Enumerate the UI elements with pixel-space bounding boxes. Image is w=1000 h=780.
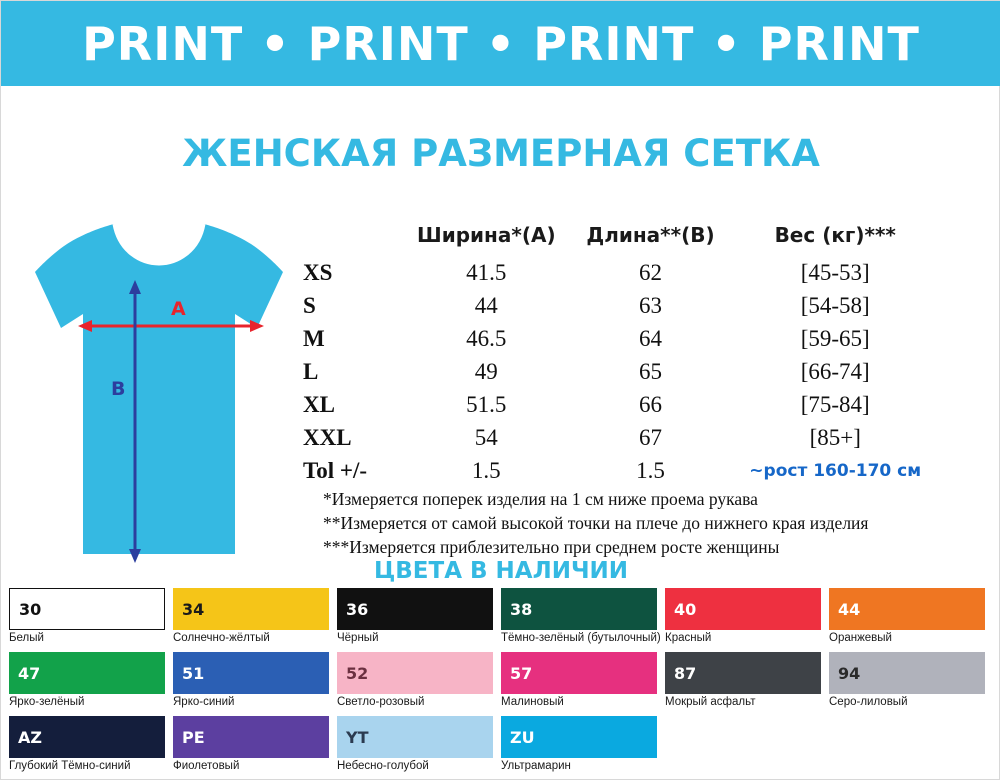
col-header-width: Ширина*(A) [417,223,556,247]
color-code: ZU [510,727,535,747]
page-title: ЖЕНСКАЯ РАЗМЕРНАЯ СЕТКА [182,132,820,175]
cell-width: 54 [474,424,498,450]
color-code: 51 [182,663,205,683]
color-name: Тёмно-зелёный (бутылочный) [501,632,661,644]
cell-size: XL [303,391,335,417]
banner-text: PRINT • PRINT • PRINT • PRINT [82,16,920,71]
color-code: 36 [346,599,369,619]
color-chip [173,652,329,694]
color-chip [173,588,329,630]
cell-size: XS [303,259,333,285]
dimension-label-a: A [171,298,186,320]
cell-weight: [59-65] [800,325,870,351]
dimension-label-b: B [111,378,126,400]
cell-width: 1.5 [471,457,501,483]
table-row [301,355,941,388]
footnote-2: **Измеряется от самой высокой точки на плече до нижнего края изделия [323,512,869,533]
color-name: Фиолетовый [173,760,240,772]
cell-weight: [66-74] [800,358,870,384]
color-name: Красный [665,632,712,644]
color-chip [173,716,329,758]
color-chip [337,652,493,694]
cell-size: M [303,325,325,351]
color-code: AZ [18,727,42,747]
color-chip [337,588,493,630]
color-code: 44 [838,599,861,619]
table-row [301,322,941,355]
cell-width: 49 [474,358,498,384]
cell-width: 51.5 [466,391,507,417]
color-swatch[interactable] [501,588,665,652]
color-code: 47 [18,663,41,683]
cell-size: S [303,292,316,318]
color-swatch[interactable] [829,652,993,716]
color-code: YT [346,727,369,747]
cell-height-note: ~рост 160-170 см [749,460,922,481]
color-chip [337,716,493,758]
cell-width: 46.5 [466,325,507,351]
color-swatch[interactable] [501,652,665,716]
size-table [301,223,991,487]
color-chip [501,652,657,694]
cell-size: Tol +/- [303,457,368,483]
cell-size: XXL [303,424,352,450]
color-name: Ярко-зелёный [9,696,85,708]
color-chip [501,588,657,630]
color-chip [9,588,165,630]
cell-length: 67 [639,424,663,450]
color-swatch[interactable] [829,588,993,652]
color-chip [829,588,985,630]
color-swatch[interactable] [9,716,173,780]
cell-length: 66 [639,391,663,417]
color-name: Оранжевый [829,632,892,644]
color-code: PE [182,727,205,747]
cell-width: 41.5 [466,259,507,285]
table-row [301,421,941,454]
cell-length: 1.5 [636,457,665,483]
table-row [301,388,941,421]
color-swatch-grid [9,588,993,780]
table-row [301,256,941,289]
color-code: 40 [674,599,697,619]
color-name: Мокрый асфальт [665,696,756,708]
color-swatch[interactable] [173,652,337,716]
footnote-3: ***Измеряется приблезительно при среднем росте женщины [323,536,780,557]
color-chip [665,588,821,630]
color-swatch[interactable] [665,652,829,716]
color-code: 30 [19,599,42,619]
color-name: Серо-лиловый [829,696,908,708]
cell-weight: [54-58] [800,292,870,318]
cell-length: 64 [639,325,663,351]
footnotes [323,488,993,560]
color-swatch[interactable] [337,716,501,780]
col-header-weight: Вес (кг)*** [774,223,896,247]
color-code: 34 [182,599,205,619]
cell-weight: [85+] [809,424,861,450]
color-swatch[interactable] [665,588,829,652]
color-name: Ультрамарин [501,760,571,772]
color-name: Чёрный [337,632,379,644]
table-header-row [301,223,941,256]
color-chip [501,716,657,758]
color-swatch[interactable] [337,588,501,652]
color-code: 87 [674,663,697,683]
color-chip [9,652,165,694]
tshirt-icon [19,206,299,571]
color-code: 94 [838,663,861,683]
color-swatch[interactable] [173,588,337,652]
color-code: 38 [510,599,533,619]
footnote-1: *Измеряется поперек изделия на 1 см ниже проема рукава [323,489,758,509]
cell-size: L [303,358,319,384]
color-chip [829,652,985,694]
length-arrow-b [125,278,145,565]
color-name: Белый [9,632,44,644]
cell-width: 44 [474,292,498,318]
color-code: 57 [510,663,533,683]
color-name: Солнечно-жёлтый [173,632,270,644]
table-row [301,289,941,322]
color-name: Глубокий Тёмно-синий [9,760,131,772]
color-code: 52 [346,663,369,683]
color-name: Малиновый [501,696,564,708]
cell-weight: [75-84] [800,391,870,417]
col-header-size [301,223,401,256]
color-swatch[interactable] [9,652,173,716]
color-chip [665,652,821,694]
color-swatch[interactable] [9,588,173,652]
color-chip [9,716,165,758]
colors-heading: ЦВЕТА В НАЛИЧИИ [373,558,629,584]
cell-length: 62 [639,259,663,285]
print-banner [1,1,1000,86]
color-name: Небесно-голубой [337,760,429,772]
cell-length: 63 [639,292,663,318]
cell-weight: [45-53] [800,259,870,285]
table-row-tolerance [301,454,941,487]
cell-length: 65 [639,358,663,384]
col-header-length: Длина**(B) [586,223,715,247]
color-swatch[interactable] [501,716,665,780]
tshirt-diagram [19,206,299,571]
color-swatch[interactable] [337,652,501,716]
color-name: Светло-розовый [337,696,425,708]
color-name: Ярко-синий [173,696,235,708]
color-swatch[interactable] [173,716,337,780]
